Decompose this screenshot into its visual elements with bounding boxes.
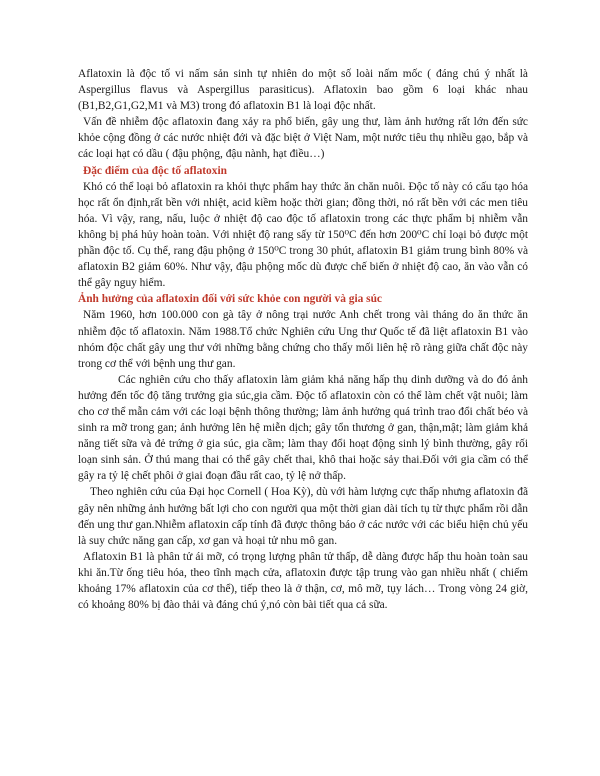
section-heading-health-effects: Ảnh hưởng của aflatoxin đối với sức khỏe con người và gia súc	[78, 293, 382, 306]
paragraph-history: Năm 1960, hơn 100.000 con gà tây ở nông trại nước Anh chết trong vài tháng do ăn thức ăn nhiễm độc tố aflatoxin. Năm 1988.Tổ chức Nghiên cứu Ung thư Quốc tế đã liệt aflatoxin B1 vào nhóm độc chất gây ung thư với những bằng chứng cho thấy mối liên hệ rõ ràng giữa chất độc này trong cơ thể với bệnh ung thư gan.	[78, 309, 528, 370]
paragraph-livestock-effects: Các nghiên cứu cho thấy aflatoxin làm giảm khả năng hấp thụ dinh dưỡng và do đó ảnh hưởng đến tốc độ tăng trưởng gia súc,gia cầm. Độc tố aflatoxin còn có thể làm chết vật nuôi; làm cho cơ thể mẫn cảm với các loại bệnh thông thường; làm ảnh hưởng quá trình trao đổi chất béo và sinh ra mỡ trong gan; ảnh hưởng lên hệ miễn dịch; gây tổn thương ở gan, thận,mật; làm giảm khả năng tiết sữa và đẻ trứng ở gia súc, gia cầm; làm thay đổi hoạt động sinh lý bình thường, gây rối loạn sinh sản. Ở thú mang thai có thể gây chết thai, khô thai hoặc sảy thai.Đối với gia cầm có thể gây ra tỷ lệ chết phôi ở giai đoạn đầu rất cao, tỷ lệ nở thấp.	[78, 373, 528, 483]
paragraph-cornell-study: Theo nghiên cứu của Đại học Cornell ( Hoa Kỳ), dù với hàm lượng cực thấp nhưng aflatoxin đã gây nên những ảnh hưởng bất lợi cho con người qua một thời gian dài tích tụ từ thực phẩm rồi dẫn đến ung thư gan.Nhiễm aflatoxin cấp tính đã được thông báo ở các nước với các biểu hiện chủ yếu là suy chức năng gan cấp, xơ gan và hoại tử nhu mô gan.	[78, 486, 528, 547]
paragraph-b1-absorption: Aflatoxin B1 là phân tử ái mỡ, có trọng lượng phân tử thấp, dễ dàng được hấp thu hoàn toàn sau khi ăn.Từ ống tiêu hóa, theo tĩnh mạch cửa, aflatoxin được tập trung vào gan nhiều nhất ( chiếm khoảng 17% aflatoxin của cơ thể), tiếp theo là ở thận, cơ, mô mỡ, tụy lách… Trong vòng 24 giờ, có khoảng 80% bị đào thải và đáng chú ý,nó còn bài tiết qua cả sữa.	[78, 550, 528, 612]
section-heading-characteristics: Đặc điểm của độc tố aflatoxin	[83, 164, 227, 177]
paragraph-characteristics: Khó có thể loại bỏ aflatoxin ra khỏi thực phẩm hay thức ăn chăn nuôi. Độc tố này có cấu tạo hóa học rất ổn định,rất bền với nhiệt, acid kiềm hoặc thời gian; đồng thời, nó rất bền với các men tiêu hóa. Vì vậy, rang, nấu, luộc ở nhiệt độ cao độc tố aflatoxin trong các thực phẩm bị nhiễm vẫn không bị phá hủy hoàn toàn. Với nhiệt độ rang sấy từ 150⁰C đến hơn 200⁰C chỉ loại bỏ được một phần độc tố. Cụ thể, rang đậu phộng ở 150⁰C trong 30 phút, aflatoxin B1 giảm trung bình 80% và aflatoxin B2 giảm 60%. Như vậy, đậu phộng mốc dù được chế biến ở nhiệt độ cao, ăn vào vẫn có thể gây nguy hiểm.	[78, 180, 528, 290]
paragraph-contamination: Vấn đề nhiễm độc aflatoxin đang xảy ra phổ biến, gây ung thư, làm ảnh hưởng rất lớn đến sức khỏe cộng đồng ở các nước nhiệt đới và đặc biệt ở Việt Nam, một nước tiêu thụ nhiều gạo, bắp và các loại hạt có dầu ( đậu phộng, đậu nành, hạt điều…)	[78, 116, 528, 161]
paragraph-intro: Aflatoxin là độc tố vi nấm sản sinh tự nhiên do một số loài nấm mốc ( đáng chú ý nhất là Aspergillus flavus và Aspergillus parasiticus). Aflatoxin bao gồm 6 loại khác nhau (B1,B2,G1,G2,M1 và M3) trong đó aflatoxin B1 là loại độc nhất.	[78, 68, 528, 113]
document-page	[78, 66, 528, 613]
